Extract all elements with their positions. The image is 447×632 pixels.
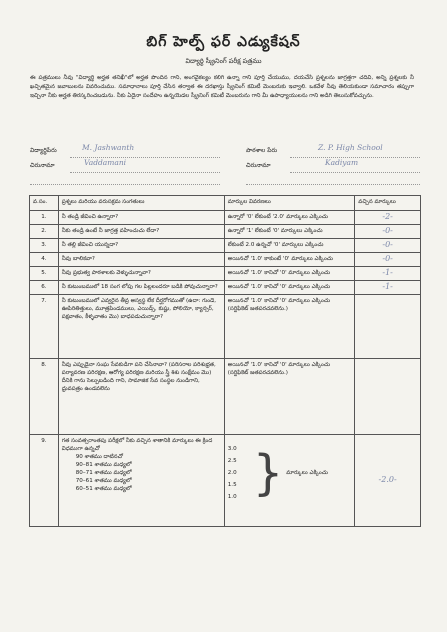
header-marks-desc: మార్కుల వివరణలు — [224, 196, 355, 211]
table-row — [30, 295, 421, 359]
table-row — [30, 267, 421, 281]
row-question: నీవు ఎప్పుడైనా సంఘ సేవకుడిగా పని చేసినావా? (పరిసరాల పరిశుభ్రత, పర్యావరణ పరిరక్షణ, ఆరోగ్య పరిరక్షణ మరియు స్త్రీ శిశు సంక్షేమం మొ) దీనికి గాను సెల్ఫుబడింది గాని, సామాజిక సేవ సంస్థల నుండిగాని, ధ్రువపత్రం ఉండవలెను — [58, 359, 224, 435]
row-marks-obtained: -0- — [382, 226, 393, 235]
row-marks-desc: ఉన్నారో '0' లేకుంటే '2.0' మార్కులు ఎక్కించు — [224, 211, 355, 225]
row-marks-desc: అయినచో '1.0' కాకుంటే '0' మార్కులు ఎక్కించు — [224, 253, 355, 267]
school-name-label: పాఠశాల పేరు — [246, 147, 278, 154]
row-marks-desc: అయినచో '1.0' కానిచో '0' మార్కులు ఎక్కించు — [224, 281, 355, 295]
address-line — [70, 172, 220, 173]
row-marks-desc: ఉన్నారో '1' లేకుంటే '0' మార్కులు ఎక్కించు — [224, 225, 355, 239]
grade-intro: గత సంవత్సరాంతపు పరీక్షలో నీకు వచ్చిన శాతానికి మార్కులు ఈ క్రింద విధముగా ఉన్నచో — [61, 438, 213, 452]
address2-value: Kadiyam — [325, 158, 359, 167]
row-question: నీ కుటుంబములో 18 సంగ లోపు గల పిల్లలందరూ బడికి పోవుచున్నారా? — [58, 281, 224, 295]
grade-band: 90–81 శాతము మధ్యలో — [75, 462, 132, 468]
header-question: ప్రశ్నలు మరియు వరుసక్రమ సంగతులు — [58, 196, 224, 211]
brace-icon: } — [252, 445, 284, 501]
row-marks-desc — [224, 295, 355, 359]
table-row — [30, 253, 421, 267]
row-sn: 1. — [30, 211, 59, 225]
school-name-value: Z. P. High School — [318, 143, 383, 152]
row-sn: 7. — [30, 295, 59, 359]
row-question: నీ కుటుంబములో ఎవ్వరైన తీవ్ర అస్వస్థ లేక దీర్ఘరోగముతో (ఉదా: గుండె, ఊపిరితిత్తులు, మూత్రపిండములు, ఎయిడ్స్, కుష్టు, పోలియో, క్యాన్సర్, పక్షవాతం, కీళ్ళవాతం మొ) బాధపడుచున్నారా? — [58, 295, 224, 359]
address-label: చిరునామా — [30, 162, 55, 169]
row-marks-desc: అయినచో '1.0' కానిచో '0' మార్కులు ఎక్కించు — [224, 267, 355, 281]
row-sn: 6. — [30, 281, 59, 295]
row-question: నీవు ప్రభుత్వ పాఠశాలకు వెళ్ళుచున్నావా? — [58, 267, 224, 281]
marks-rule: మార్కులు ఎక్కించు — [286, 470, 328, 476]
grade-band: 90 శాతము దాటినచో — [75, 454, 123, 460]
grade-band: 70–61 శాతము మధ్యలో — [75, 478, 132, 484]
score-scale: 3.0 2.5 2.0 1.5 1.0 — [227, 446, 237, 500]
row-sn: 8. — [30, 359, 59, 435]
student-name-value: M. Jashwanth — [82, 143, 135, 152]
marks-rule: అయినచో '1.0' కానిచో '0' మార్కులు ఎక్కించు — [227, 298, 331, 304]
screening-table — [29, 195, 421, 527]
row-marks-desc — [224, 435, 355, 527]
row-marks-desc — [224, 359, 355, 435]
row-marks-obtained: -0- — [382, 254, 393, 263]
row-question — [58, 435, 224, 527]
row-question: నీ తండ్రి జీవించి ఉన్నారా? — [58, 211, 224, 225]
row-question: నీకు తండ్రి ఉంటే నీ జాగ్రత్త వహించుచు లేదా? — [58, 225, 224, 239]
student-name-label: విద్యార్థిపేరు — [30, 147, 57, 154]
address2-line — [290, 172, 420, 173]
table-header-row — [30, 196, 421, 211]
row-marks-obtained: -1- — [382, 268, 393, 277]
table-row — [30, 211, 421, 225]
certificate-note: (సర్టిఫికెట్ జతపరచవలెను.) — [227, 306, 288, 312]
row-marks-obtained — [355, 295, 421, 359]
row-sn: 3. — [30, 239, 59, 253]
table-row — [30, 435, 421, 527]
row-marks-obtained: -0- — [382, 240, 393, 249]
row-marks-obtained: -2.0- — [378, 475, 397, 484]
header-sn: వ.సం. — [30, 196, 59, 211]
table-row — [30, 281, 421, 295]
address-value: Vaddamani — [84, 158, 127, 167]
address-line-2 — [30, 184, 220, 185]
address2-label: చిరునామా — [246, 162, 271, 169]
header-marks-obtained: వచ్చిన మార్కులు — [355, 196, 421, 211]
row-sn: 2. — [30, 225, 59, 239]
certificate-note: (సర్టిఫికెట్ జతపరచవలెను.) — [227, 370, 288, 376]
table-row — [30, 225, 421, 239]
document-subtitle: విద్యార్థి స్క్రీనింగ్ పరీక్ష పత్రము — [185, 57, 262, 65]
row-marks-obtained: -1- — [382, 282, 393, 291]
row-question: నీవు బాలికవా? — [58, 253, 224, 267]
document-title: బిగ్ హెల్ప్ ఫర్ ఎడ్యుకేషన్ — [146, 34, 301, 50]
row-question: నీ తల్లి జీవించి యున్నదా? — [58, 239, 224, 253]
address2-line-2 — [246, 184, 420, 185]
row-marks-obtained: -2- — [382, 212, 393, 221]
row-sn: 4. — [30, 253, 59, 267]
grade-band: 60–51 శాతము మధ్యలో — [75, 486, 132, 492]
intro-paragraph: ఈ పత్రములు నీవు "విద్యార్థి అర్హత తనిఖీ"లో అర్హత పొందిన గాని, అంగవైకల్యం కలిగి ఉన్నా గాని పూర్తి చేయుము, దయచేసి ప్రశ్నలను జాగ్రత్తగా చదివి, అన్ని ప్రశ్నలకు నీ ఖచ్చితమైన జవాబులను వివరించుము. సమాధానాలు పూర్తి చేసిన తర్వాత ఈ దరఖాస్తు స్క్రీనింగ్ కమిటీ మెంబరుకు ఇవ్వాలి. ఒకవేళ నీవు తెలియకుండా సమాచారం తప్పుగా ఇచ్చినా నీకు అర్హత తిరస్కరించబడును. నీకు ఏదైనా సందేహం ఉన్నయెడల స్క్రీనింగ్ కమిటీ మెంబరును గాని మీ ఉపాధ్యాయులను గాని అడిగి తెలుసుకోవచ్చును. — [30, 75, 414, 99]
table-row — [30, 359, 421, 435]
grade-band: 80–71 శాతము మధ్యలో — [75, 470, 132, 476]
row-sn: 5. — [30, 267, 59, 281]
row-marks-obtained — [355, 359, 421, 435]
row-marks-desc: లేకుంటే 2.0 ఉన్నచో '0' మార్కులు ఎక్కించు — [224, 239, 355, 253]
table-row — [30, 239, 421, 253]
marks-rule: అయినచో '1.0' కానిచో '0' మార్కులు ఎక్కించు — [227, 362, 331, 368]
row-sn: 9. — [30, 435, 59, 527]
